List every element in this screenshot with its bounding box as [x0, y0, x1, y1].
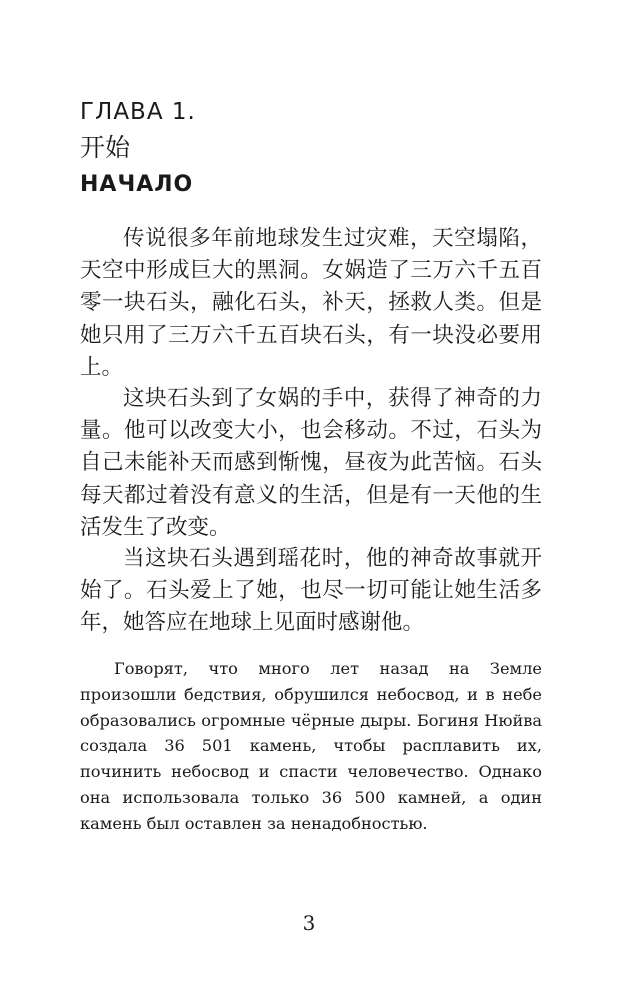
chinese-paragraph-1: 传说很多年前地球发生过灾难，天空塌陷，天空中形成巨大的黑洞。女娲造了三万六千五百零一块石头，融化石头，补天，拯救人类。但是她只用了三万六千五百块石头，有一块没必要用上。	[80, 226, 542, 380]
chinese-paragraph-2: 这块石头到了女娲的手中，获得了神奇的力量。他可以改变大小，也会移动。不过，石头为自己未能补天而感到惭愧，昼夜为此苦恼。石头每天都过着没有意义的生活，但是有一天他的生活发生了改变。	[80, 386, 542, 540]
page-number: 3	[302, 911, 316, 935]
chapter-title-chinese: 开始	[80, 133, 131, 162]
russian-paragraph: Говорят, что много лет назад на Земле произошли бедствия, обрушился небосвод, и в небе образовались огромные чёрные дыры. Богиня Нюйва создала 36 501 камень, чтобы расплавить их, починить небосвод и спасти человечество. Однако она использовала только 36 500 камней, а один камень был оставлен за ненадобностью.	[80, 659, 542, 833]
chinese-paragraph-3: 当这块石头遇到瑶花时，他的神奇故事就开始了。石头爱上了她，也尽一切可能让她生活多年，她答应在地球上见面时感谢他。	[80, 546, 542, 636]
chapter-title-russian: НАЧАЛО	[80, 172, 194, 197]
chapter-number: ГЛАВА 1.	[80, 99, 196, 125]
